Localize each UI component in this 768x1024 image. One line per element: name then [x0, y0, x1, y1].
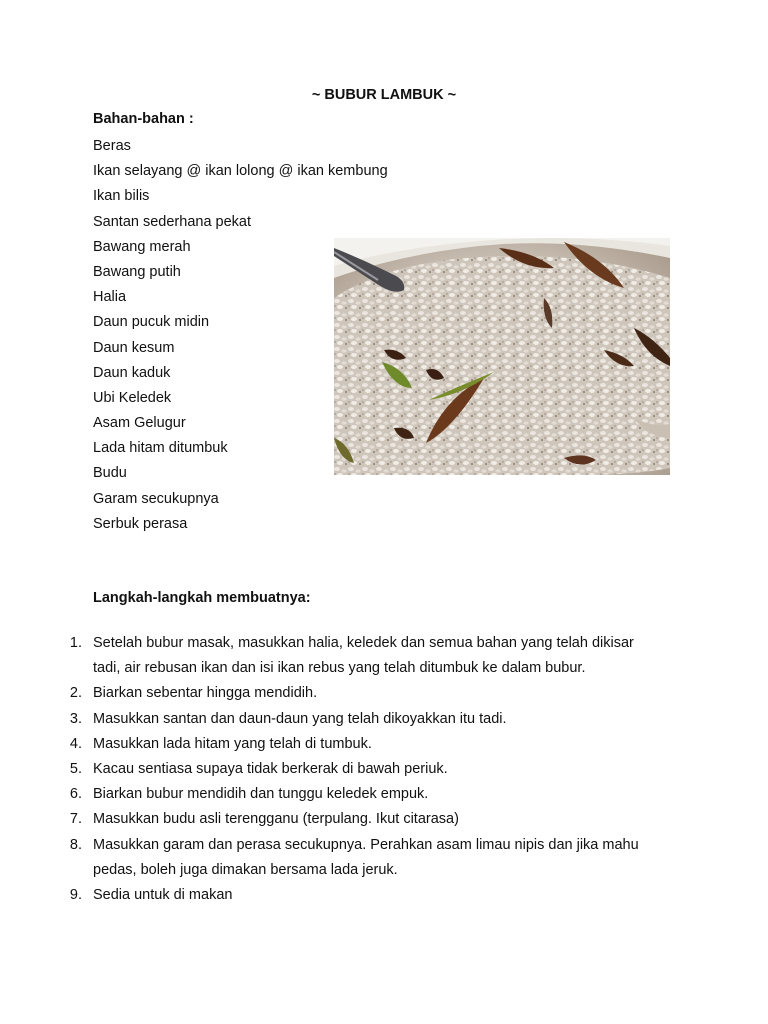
- ingredient-item: Halia: [93, 289, 127, 306]
- step-text: Masukkan santan dan daun-daun yang telah dikoyakkan itu tadi.: [93, 710, 507, 727]
- step-text: Masukkan lada hitam yang telah di tumbuk.: [93, 735, 372, 752]
- step-number: 4.: [69, 735, 82, 752]
- step-item: [60, 883, 660, 908]
- step-item: [60, 807, 660, 832]
- step-number: 7.: [69, 811, 82, 828]
- ingredient-item: Ubi Keledek: [93, 389, 172, 406]
- ingredient-item: Ikan bilis: [93, 188, 150, 205]
- ingredient-item: Ikan selayang @ ikan lolong @ ikan kembung: [93, 163, 388, 180]
- ingredient-item: Serbuk perasa: [93, 515, 188, 532]
- step-text: Biarkan bubur mendidih dan tunggu keledek empuk.: [93, 786, 429, 803]
- ingredient-item: Garam secukupnya: [93, 490, 219, 507]
- ingredient-item: Daun kaduk: [93, 364, 171, 381]
- step-text: Sedia untuk di makan: [93, 887, 233, 904]
- step-item: [60, 757, 660, 782]
- step-item: [60, 833, 660, 883]
- step-number: 2.: [69, 685, 82, 702]
- ingredient-item: Daun kesum: [93, 339, 175, 356]
- step-item: [60, 782, 660, 807]
- step-number: 6.: [69, 786, 82, 803]
- ingredient-item: Beras: [93, 138, 131, 154]
- step-item: [60, 732, 660, 757]
- ingredient-item: Budu: [93, 465, 127, 482]
- porridge-photo: [334, 238, 670, 475]
- steps-heading: Langkah-langkah membuatnya:: [93, 590, 311, 606]
- step-number: 9.: [69, 887, 82, 904]
- ingredient-item: Bawang merah: [93, 238, 191, 255]
- step-number: 3.: [69, 710, 82, 727]
- ingredient-item: Asam Gelugur: [93, 415, 186, 432]
- ingredient-item: Bawang putih: [93, 263, 181, 280]
- step-number: 8.: [69, 836, 82, 853]
- step-number: 1.: [69, 635, 82, 651]
- step-text: Masukkan garam dan perasa secukupnya. Perahkan asam limau nipis dan jika mahu pedas, boleh juga dimakan bersama lada jeruk.: [93, 836, 639, 878]
- step-item: [60, 707, 660, 732]
- step-text: Setelah bubur masak, masukkan halia, keledek dan semua bahan yang telah dikisar tadi, air rebusan ikan dan isi ikan rebus yang telah ditumbuk ke dalam bubur.: [93, 635, 634, 677]
- step-item: [60, 631, 660, 681]
- page-title: ~ BUBUR LAMBUK ~: [311, 87, 457, 103]
- ingredient-item: Lada hitam ditumbuk: [93, 440, 228, 457]
- ingredients-heading: Bahan-bahan :: [93, 111, 194, 127]
- steps-list: [60, 631, 660, 908]
- ingredient-item: Santan sederhana pekat: [93, 213, 252, 230]
- step-text: Masukkan budu asli terengganu (terpulang. Ikut citarasa): [93, 811, 459, 828]
- ingredient-item: Daun pucuk midin: [93, 314, 210, 331]
- step-text: Kacau sentiasa supaya tidak berkerak di bawah periuk.: [93, 761, 448, 778]
- step-number: 5.: [69, 761, 82, 778]
- step-text: Biarkan sebentar hingga mendidih.: [93, 685, 318, 702]
- step-item: [60, 681, 660, 706]
